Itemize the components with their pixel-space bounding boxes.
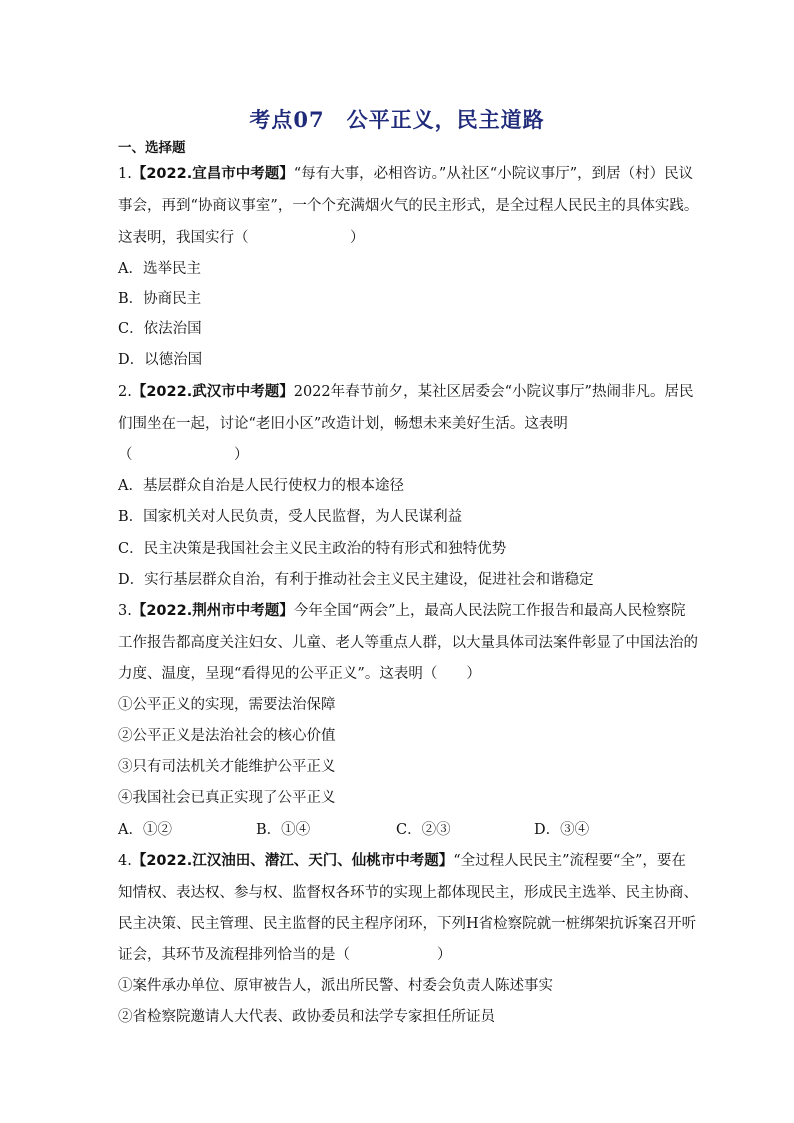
question-1-line-1 — [118, 164, 693, 184]
question-1-option-b: B．协商民主 — [118, 291, 202, 307]
question-4-item-1: ①案件承办单位、原审被告人，派出所民警、村委会负责人陈述事实 — [118, 978, 553, 994]
question-source: 【2022.江汉油田、潜江、天门、仙桃市中考题】 — [131, 853, 454, 869]
question-2-option-d: D．实行基层群众自治，有利于推动社会主义民主建设，促进社会和谐稳定 — [118, 572, 594, 588]
question-4-line-1 — [118, 851, 686, 871]
question-3-option-c: C．②③ — [396, 822, 451, 838]
question-3-option-d: D．③④ — [534, 822, 590, 838]
question-3-item-2: ②公平正义是法治社会的核心价值 — [118, 728, 336, 744]
page-title: 考点07 公平正义，民主道路 — [249, 107, 545, 132]
question-1-option-c: C．依法治国 — [118, 321, 202, 337]
question-2-line-1 — [118, 382, 693, 402]
question-number: 1. — [118, 166, 132, 182]
question-3-item-4: ④我国社会已真正实现了公平正义 — [118, 790, 336, 806]
question-1-option-d: D．以德治国 — [118, 352, 203, 368]
question-3-item-1: ①公平正义的实现，需要法治保障 — [118, 697, 336, 713]
question-4-line-2: 知情权、表达权、参与权、监督权各环节的实现上都体现民主，形成民主选举、民主协商、 — [118, 885, 698, 901]
section-heading: 一、选择题 — [118, 140, 186, 156]
question-number: 3. — [118, 603, 132, 619]
question-2-option-c: C．民主决策是我国社会主义民主政治的特有形式和独特优势 — [118, 541, 507, 557]
question-4-item-2: ②省检察院邀请人大代表、政协委员和法学专家担任所证员 — [118, 1009, 495, 1025]
question-4-line-4: 证会，其环节及流程排列恰当的是（ ） — [118, 947, 452, 963]
question-2-line-3: （ ） — [118, 447, 249, 463]
question-source: 【2022.武汉市中考题】 — [131, 384, 294, 400]
question-2-option-a: A．基层群众自治是人民行使权力的根本途径 — [118, 478, 404, 494]
question-1-line-2: 事会，再到“协商议事室”，一个个充满烟火气的民主形式，是全过程人民民主的具体实践。 — [118, 198, 699, 214]
question-3-option-a: A．①② — [118, 822, 172, 838]
question-3-option-b: B．①④ — [256, 822, 311, 838]
question-source: 【2022.宜昌市中考题】 — [131, 166, 294, 182]
question-2-line-2: 们围坐在一起，讨论“老旧小区”改造计划，畅想未来美好生活。这表明 — [118, 416, 568, 432]
question-text: “全过程人民民主”流程要“全”，要在 — [453, 853, 686, 869]
question-text: “每有大事，必相咨访。”从社区“小院议事厅”，到居（村）民议 — [293, 166, 694, 182]
question-source: 【2022.荆州市中考题】 — [131, 603, 294, 619]
question-3-options — [118, 820, 678, 840]
question-1-line-3: 这表明，我国实行（ ） — [118, 230, 365, 246]
question-number: 2. — [118, 384, 132, 400]
question-1-option-a: A．选举民主 — [118, 261, 201, 277]
question-3-line-2: 工作报告都高度关注妇女、儿童、老人等重点人群，以大量具体司法案件彰显了中国法治的 — [118, 635, 698, 651]
question-number: 4. — [118, 853, 132, 869]
question-text: 2022年春节前夕，某社区居委会“小院议事厅”热闹非凡。居民 — [293, 384, 694, 400]
question-3-item-3: ③只有司法机关才能维护公平正义 — [118, 759, 336, 775]
question-text: 今年全国“两会”上，最高人民法院工作报告和最高人民检察院 — [293, 603, 686, 619]
question-3-line-1 — [118, 601, 686, 621]
question-3-line-3: 力度、温度，呈现“看得见的公平正义”。这表明（ ） — [118, 666, 481, 682]
question-4-line-3: 民主决策、民主管理、民主监督的民主程序闭环，下列H省检察院就一桩绑架抗诉案召开听 — [118, 916, 697, 932]
question-2-option-b: B．国家机关对人民负责，受人民监督，为人民谋利益 — [118, 509, 463, 525]
